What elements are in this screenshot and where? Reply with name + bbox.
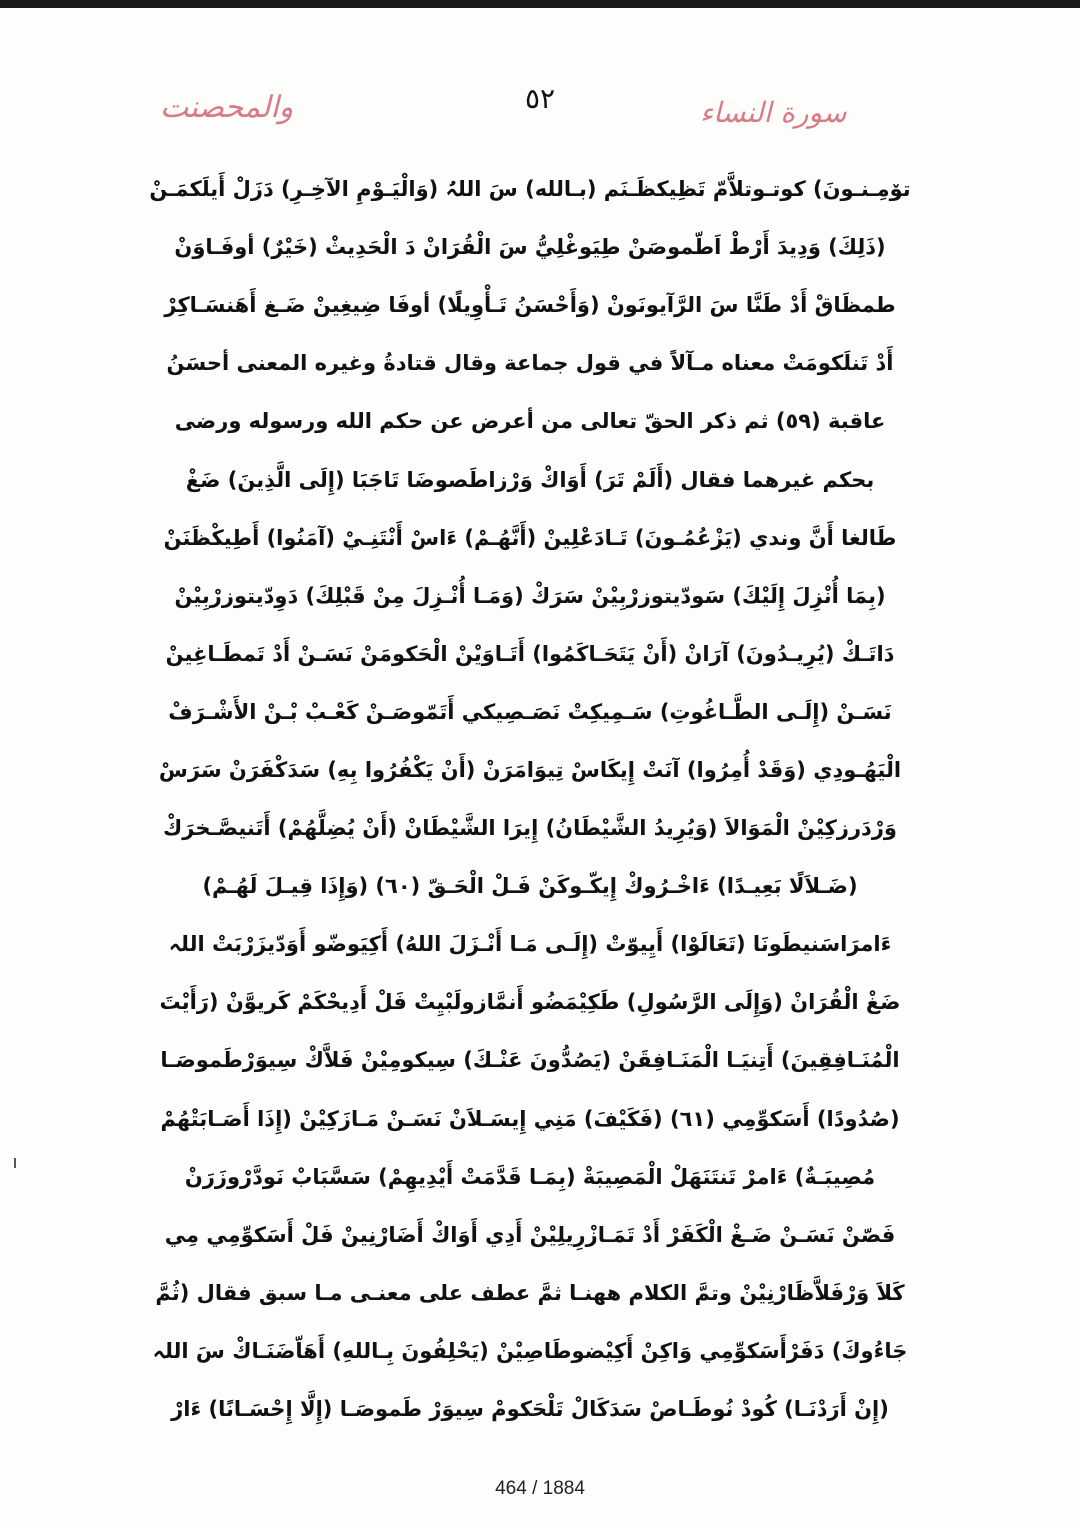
text-line: أَدْ تَنلَكومَتْ معناه مـآلاً في قول جماعة وقال قتادةُ وغيره المعنى أحسَنُ — [166, 351, 894, 376]
text-line: (بِمَا أُنْزِلَ إِلَيْكَ) سَودّيتوزرْبِيْنْ سَرَكْ (وَمَـا أُنْـزِلَ مِنْ قَبْلِكَ) دَوِدّيتوزرْبِيْنْ — [174, 583, 886, 608]
text-line: (صُدُودًا) أَسَكوِّمِي (٦١) (فَكَيْفَ) مَنِي إِيسَـلاَنْ نَسَـنْ مَـازَكِيْنْ (إِذَا أَصَـابَتْهُمْ — [160, 1106, 900, 1131]
text-line: دَاتَـكْ (يُرِيـدُونَ) آرَانْ (أَنْ يَتَحَـاكَمُوا) أَتَـاوَيْنْ الْحَكومَنْ نَسَـنْ أَدْ تَمطَـاغِينْ — [165, 641, 895, 666]
text-line: طَالغا أَنَّ وندي (يَزْعُمُـونَ) تَـادَعْلِينْ (أَنَّهُـمْ) ءَاسْ أَنْتَنِـيْ (آمَنُوا) أَطِيكْظَنَنْ — [163, 525, 897, 550]
surah-title: سورة النساء — [700, 96, 847, 129]
text-line: عاقبة (٥٩) ثم ذكر الحقّ تعالى من أعرض عن حكم الله ورسوله ورضى — [174, 409, 886, 434]
text-line: الْيَهُـودِي (وَقَدْ أُمِرُوا) آنَتْ إِيكَاسْ تِيوَامَرَنْ (أَنْ يَكْفُرُوا بِهِ) سَدَكْفَرَنْ سَرَسْ — [158, 757, 902, 782]
text-line: مُصِيبَـةٌ) ءَامرْ تَنتَنَهَلْ الْمَصِيبَةْ (بِمَـا قَدَّمَتْ أَيْدِيهِمْ) سَسَّبَابْ نَودَّرْوزَرَنْ — [184, 1164, 876, 1189]
text-line: كَلاَ وَرْفَلاَّظَارْنِيْنْ وتمَّ الكلام ههنـا ثمَّ عطف على معنـى مـا سبق فقال (ثُمَّ — [155, 1280, 905, 1305]
text-line: بحكم غيرهما فقال (أَلَمْ تَرَ) أَوَاكْ وَرْزاطَصوضَا تَاجَبَا (إِلَى الَّذِينَ) ضَغْ — [185, 467, 875, 492]
text-body — [138, 160, 922, 1438]
document-page — [0, 8, 1080, 1528]
text-line: تۆمِـنـونَ) كوتـوتلاَّمّ تَظِيكظَـنَم (بـالله) سَ اللہُ (وَالْيَـوْمِ الآخِـرِ) دَزَلْ أَيلَكمَـنْ — [149, 177, 911, 202]
text-line: جَاءُوكَ) دَفَرْأَسَكوِّمِي وَاكِنْ أَكِيْضوطَاصِيْنْ (يَحْلِفُونَ بِـاللهِ) أَهَاّضَنَـاكْ سَ اللہ — [152, 1338, 908, 1363]
scan-edge-mark — [14, 1158, 16, 1168]
text-line: (إِنْ أَرَدْنَـا) كُودْ نُوطَـاصْ سَدَكَالْ تَلْحَكومْ سِيوَرْ طَموصَـا (إِلَّا إِحْسَـانًا) ءَارْ — [171, 1397, 889, 1422]
text-line: فَصّنْ نَسَـنْ ضَـغْ الْكَفَرْ أَدْ تَمَـازْرِيلِيْنْ أَدِي أَوَاكْ أَضَارْنِينْ فَلْ أَسَكوِّمِي مِي — [164, 1222, 896, 1247]
text-line: طمظَاقْ أَدْ طَنَّا سَ الرَّآيونَونْ (وَأَحْسَنُ تَـأْوِيلًا) أوفَا ضِيغِينْ ضَـغ أَهَنسَـاكِرْ — [164, 293, 896, 318]
text-line: (ضَـلاَلًا بَعِيـدًا) ءَاخْـرُوكْ إِيكّـوكَنْ فَـلْ الْحَـقّ (٦٠) (وَإِذَا قِيـلَ لَهُـمْ) — [202, 874, 858, 899]
text-line: نَسَـنْ (إِلَـى الطَّـاغُوتِ) سَـمِيكِتْ نَصَـصِيكي أَتَمّوصَـنْ كَعْـبْ بْـنْ الأَشْـرَفْ — [168, 699, 892, 724]
text-line: ضَغْ الْقُرَانْ (وَإِلَى الرَّسُولِ) طَكِيْمَضُو أَنمَّازولَبْيِتْ فَلْ أَدِيحْكَمْ كَريوَّنْ (رَأَيْتَ — [159, 990, 901, 1015]
text-line: وَرْدَرزكِيْنْ الْمَوَالاَ (وَيُرِيدُ الشَّيْطَانُ) إِيرَا الشَّيْطَانْ (أَنْ يُضِلَّهُمْ) أَتَنيصَّـخرَكْ — [163, 816, 897, 841]
top-edge-bar — [0, 0, 1080, 8]
text-line: ءَامرَاسَنيطَونَا (تَعَالَوْا) أَيِيوّتْ (إِلَـى مَـا أَنْـزَلَ اللهُ) أَكِيَوضّو أَوَدّيزَرْبَتْ اللہ — [168, 932, 892, 957]
margin-note-left: والمحصنت — [160, 90, 294, 125]
page-counter: 464 / 1884 — [495, 1478, 585, 1499]
page-number: ٥٢ — [524, 82, 556, 115]
text-line: (ذَلِكَ) وَدِيدَ أَرْطْ اَطّموصَنْ طِيَوغْلِيُّ سَ الْقُرَانْ دَ الْحَدِيثْ (خَيْرٌ) أوفَـاوَنْ — [174, 235, 886, 260]
text-line: الْمُنَـافِقِينَ) أَتِنيَـا الْمَنَـافِقَنْ (يَصُدُّونَ عَنْـكَ) سِيكومِيْنْ فَلاَّكْ سِيوَرْطَموصَـا — [160, 1048, 900, 1073]
